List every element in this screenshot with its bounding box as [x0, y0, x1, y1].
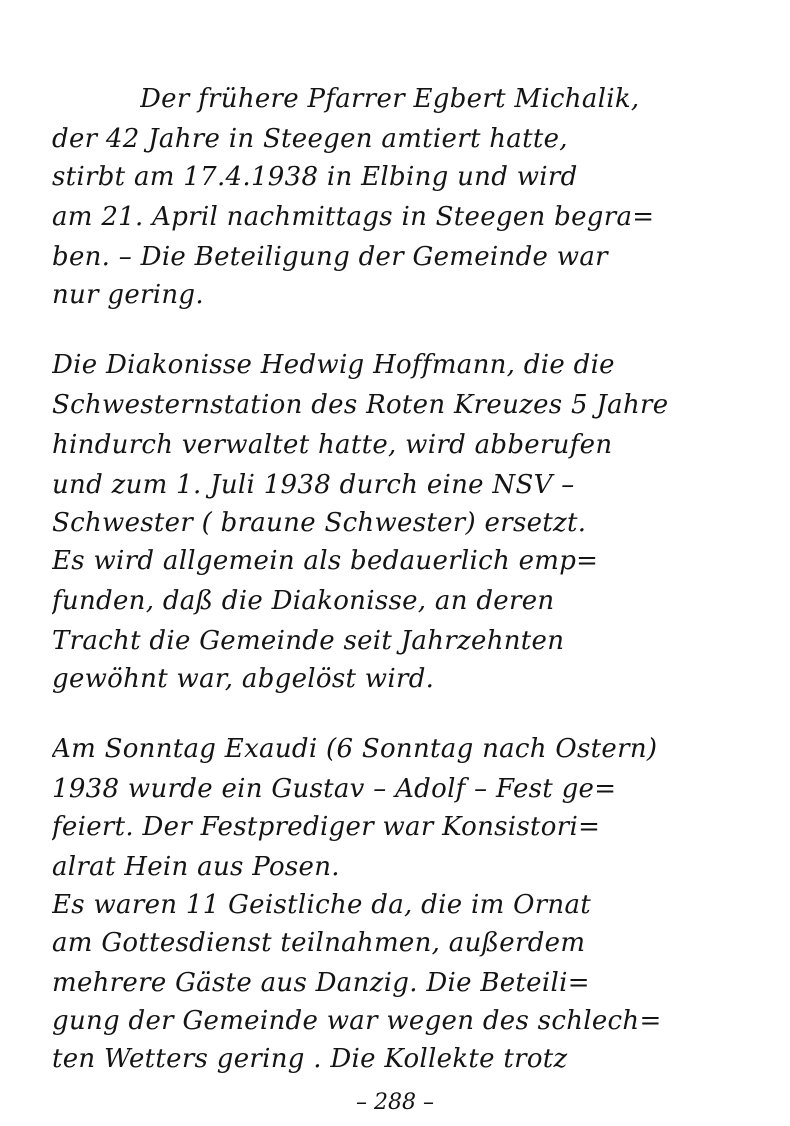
paragraph-1-line-5: ben. – Die Beteiligung der Gemeinde war	[52, 242, 608, 272]
paragraph-3-line-7: mehrere Gäste aus Danzig. Die Beteili=	[52, 968, 590, 998]
paragraph-1-line-3: stirbt am 17.4.1938 in Elbing und wird	[52, 162, 578, 192]
page-number: – 288 –	[356, 1090, 434, 1115]
paragraph-2-line-6: Es wird allgemein als bedauerlich emp=	[52, 546, 599, 576]
paragraph-3-line-2: 1938 wurde ein Gustav – Adolf – Fest ge=	[52, 774, 617, 804]
paragraph-2-line-8: Tracht die Gemeinde seit Jahrzehnten	[52, 626, 565, 656]
paragraph-3-line-4: alrat Hein aus Posen.	[52, 852, 340, 882]
paragraph-1-line-2: der 42 Jahre in Steegen amtiert hatte,	[52, 124, 568, 154]
paragraph-2-line-3: hindurch verwaltet hatte, wird abberufen	[52, 430, 613, 460]
paragraph-1-line-1: Der frühere Pfarrer Egbert Michalik,	[140, 84, 640, 114]
paragraph-2-line-7: funden, daß die Diakonisse, an deren	[52, 586, 555, 616]
paragraph-2-line-1: Die Diakonisse Hedwig Hoffmann, die die	[52, 350, 615, 380]
paragraph-1-line-4: am 21. April nachmittags in Steegen begra=	[52, 202, 655, 232]
paragraph-3-line-1: Am Sonntag Exaudi (6 Sonntag nach Ostern)	[52, 734, 658, 764]
paragraph-3-line-6: am Gottesdienst teilnahmen, außerdem	[52, 928, 586, 958]
paragraph-3-line-3: feiert. Der Festprediger war Konsistori=	[52, 812, 601, 842]
paragraph-1-line-6: nur gering.	[52, 280, 204, 310]
paragraph-3-line-8: gung der Gemeinde war wegen des schlech=	[52, 1006, 662, 1036]
paragraph-2-line-5: Schwester ( braune Schwester) ersetzt.	[52, 508, 587, 538]
paragraph-2-line-9: gewöhnt war, abgelöst wird.	[52, 664, 435, 694]
paragraph-2-line-2: Schwesternstation des Roten Kreuzes 5 Jahre	[52, 390, 669, 420]
paragraph-3-line-9: ten Wetters gering . Die Kollekte trotz	[52, 1044, 568, 1074]
paragraph-2-line-4: und zum 1. Juli 1938 durch eine NSV –	[52, 470, 575, 500]
paragraph-3-line-5: Es waren 11 Geistliche da, die im Ornat	[52, 890, 592, 920]
